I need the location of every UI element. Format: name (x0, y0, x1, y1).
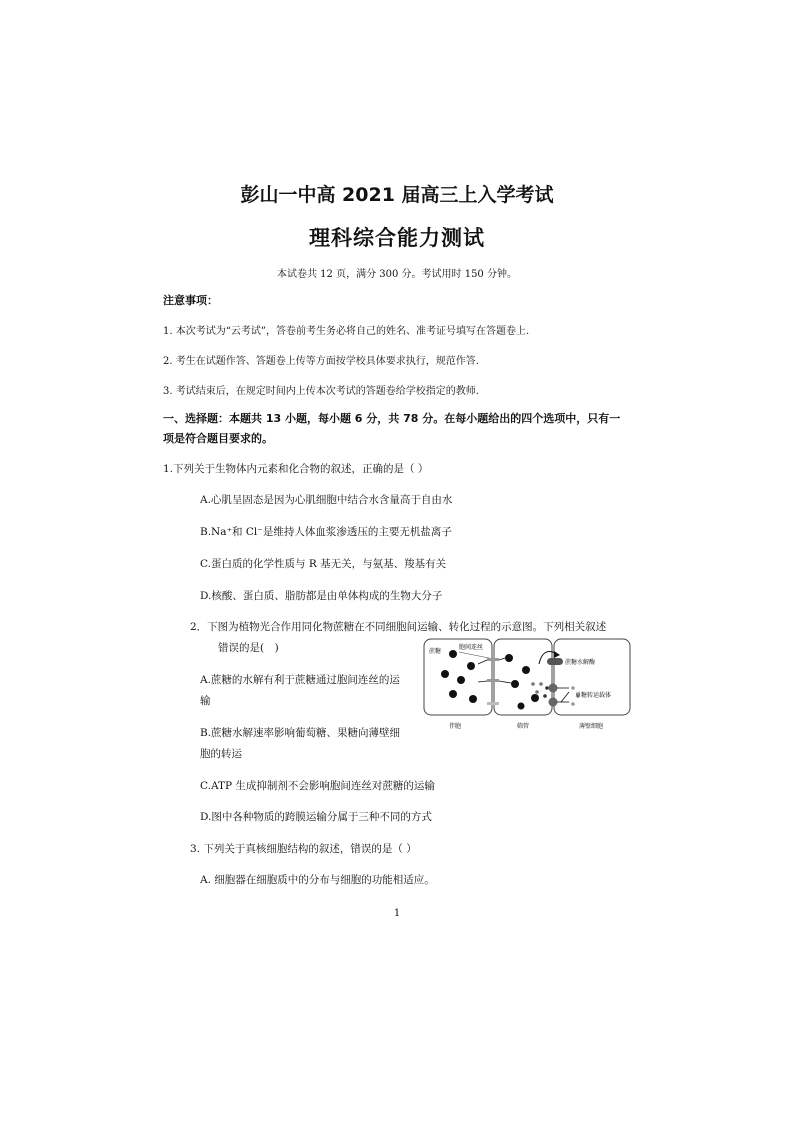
q2-option-a-cont: 输 (200, 695, 211, 707)
arrow-head-icon (554, 651, 560, 658)
section-heading: 一、选择题：本题共 13 小题，每小题 6 分，共 78 分。在每小题给出的四个选项中，只有一 (163, 412, 621, 425)
exam-note: 本试卷共 12 页，满分 300 分。考试用时 150 分钟。 (277, 269, 517, 280)
label-carrier: 单糖转运载体 (575, 692, 612, 699)
q1-option-c: C.蛋白质的化学性质与 R 基无关，与氨基、羧基有关 (200, 558, 447, 570)
q2-stem: 2．下图为植物光合作用同化物蔗糖在不同细胞间运输、转化过程的示意图。下列相关叙述 (190, 621, 607, 633)
q1-option-d: D.核酸、蛋白质、脂肪都是由单体构成的生物大分子 (200, 590, 443, 602)
plasmodesma-icon (487, 658, 499, 705)
q2-option-b-cont: 胞的转运 (200, 748, 242, 760)
q1-option-a: A.心肌呈固态是因为心肌细胞中结合水含量高于自由水 (200, 494, 453, 506)
exam-title: 彭山一中高 2021 届高三上入学考试 (240, 184, 554, 206)
notice-item: 2. 考生在试题作答、答题卷上传等方面按学校具体要求执行，规范作答. (163, 356, 479, 367)
notice-item: 3. 考试结束后，在规定时间内上传本次考试的答题卷给学校指定的教师. (163, 386, 479, 397)
label-plasmodesma: 胞间连丝 (459, 644, 484, 651)
label-enzyme: 蔗糖水解酶 (565, 659, 596, 666)
label-sieve: 筛管 (517, 723, 530, 730)
q2-option-b: B.蔗糖水解速率影响葡萄糖、果糖向薄壁细 (200, 727, 401, 739)
carrier-arrows (557, 688, 569, 702)
q1-option-b: B.Na⁺和 Cl⁻是维持人体血浆渗透压的主要无机盐离子 (200, 526, 452, 538)
exam-subtitle: 理科综合能力测试 (309, 226, 485, 250)
notice-heading: 注意事项： (163, 294, 218, 307)
monosaccharide-carrier-icon (549, 684, 558, 707)
notice-item: 1. 本次考试为“云考试”，答卷前考生务必将自己的姓名、准考证号填写在答题卷上. (163, 326, 530, 337)
page-number: 1 (393, 908, 401, 919)
label-companion: 伴胞 (449, 723, 462, 730)
q1-stem: 1.下列关于生物体内元素和化合物的叙述，正确的是（ ） (163, 463, 429, 475)
q3-option-a: A. 细胞器在细胞质中的分布与细胞的功能相适应。 (200, 874, 435, 886)
sucrose-hydrolase-icon (547, 658, 563, 665)
label-parenchyma: 薄壁细胞 (579, 723, 604, 730)
q2-stem-cont: 错误的是( ) (218, 642, 279, 654)
q2-option-d: D.图中各种物质的跨膜运输分属于三种不同的方式 (200, 811, 432, 823)
parenchyma-cell (554, 639, 630, 715)
q3-stem: 3. 下列关于真核细胞结构的叙述，错误的是（ ） (190, 843, 417, 855)
section-heading-cont: 项是符合题目要求的。 (163, 432, 273, 445)
q2-option-a: A.蔗糖的水解有利于蔗糖通过胞间连丝的运 (200, 674, 400, 686)
sucrose-transport-diagram (423, 636, 631, 736)
label-sucrose: 蔗糖 (429, 648, 442, 655)
q2-option-c: C.ATP 生成抑制剂不会影响胞间连丝对蔗糖的运输 (200, 780, 435, 792)
pointer-line (459, 652, 489, 658)
